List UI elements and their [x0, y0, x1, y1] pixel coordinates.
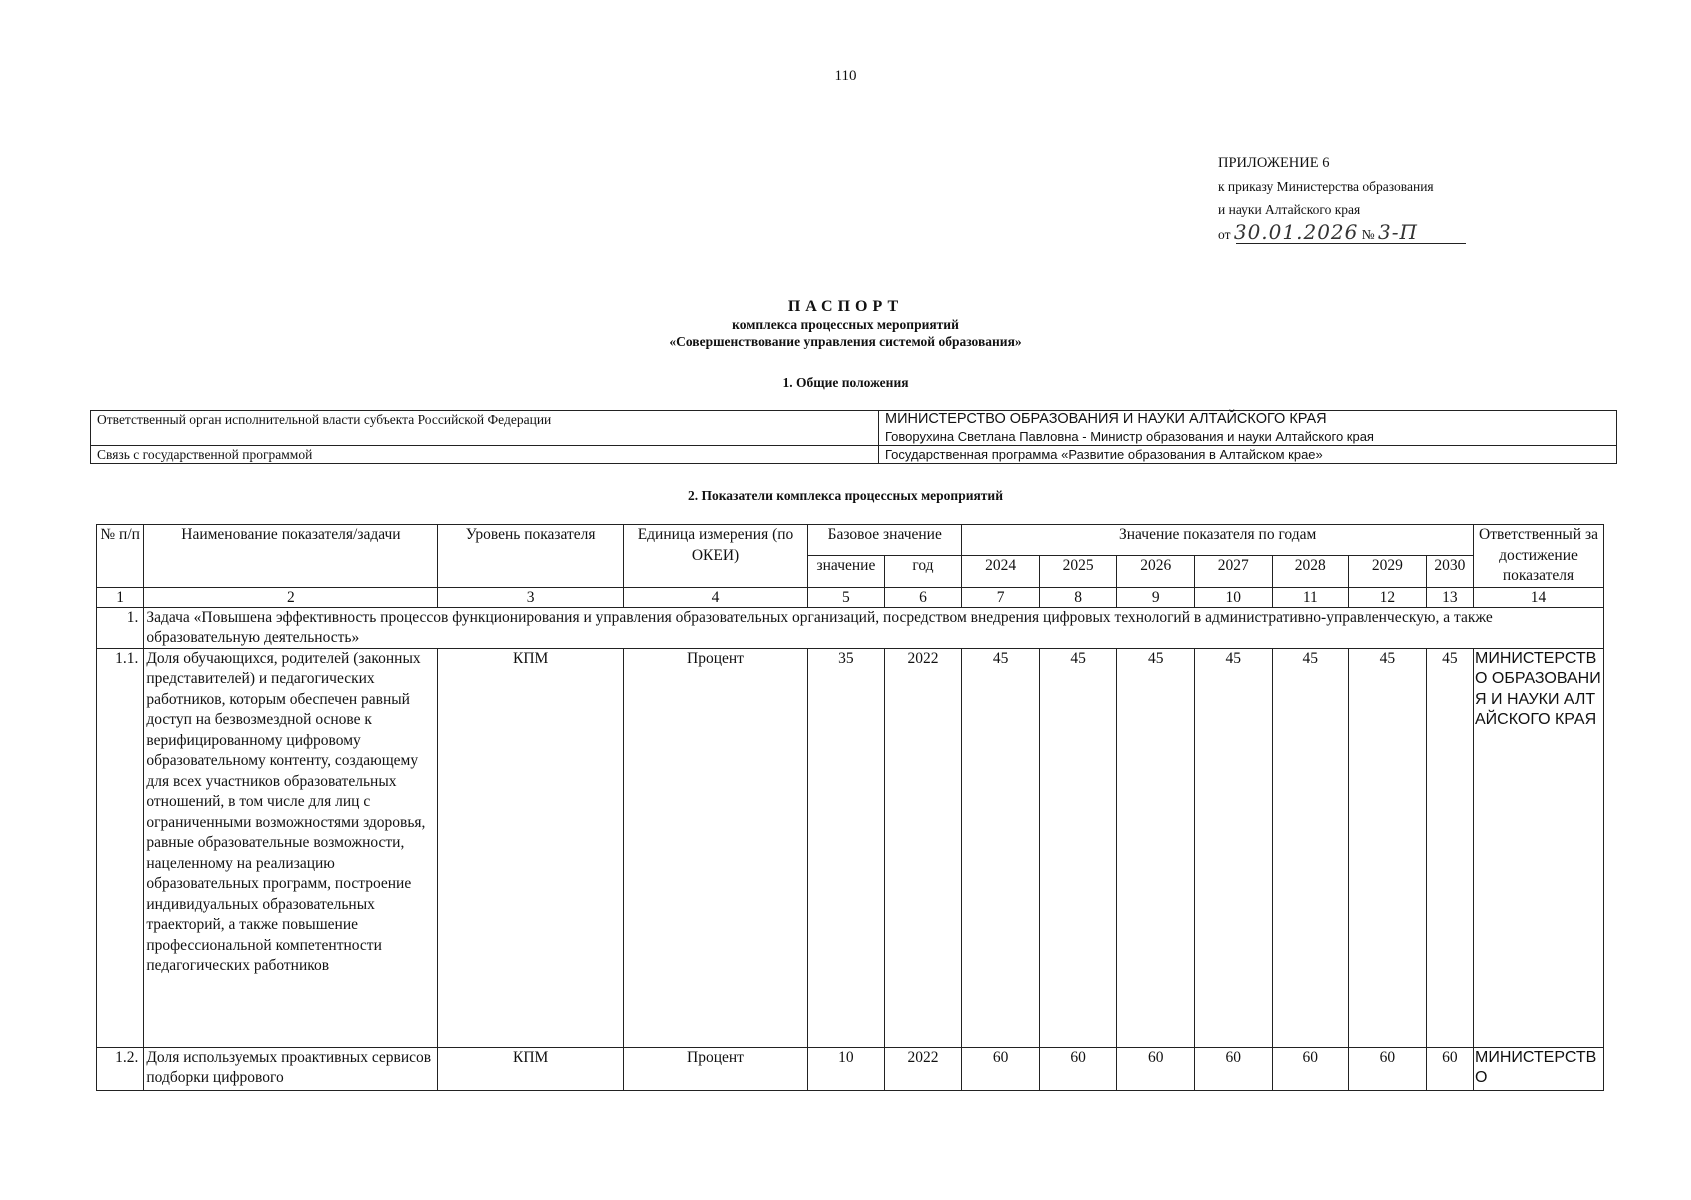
column-number: 5	[808, 587, 885, 607]
header-level: Уровень показателя	[438, 525, 623, 588]
indicator-level: КПМ	[438, 648, 623, 1047]
header-year: 2027	[1194, 556, 1272, 587]
header-year: 2026	[1117, 556, 1195, 587]
column-number: 13	[1426, 587, 1473, 607]
general-label: Ответственный орган исполнительной власти субъекта Российской Федерации	[91, 411, 879, 446]
general-value	[879, 411, 1617, 446]
order-date-line	[1218, 221, 1466, 246]
column-number-row	[97, 587, 1604, 607]
header-year: 2025	[1039, 556, 1117, 587]
responsible-cell: МИНИСТЕРСТВО ОБРАЗОВАНИЯ И НАУКИ АЛТАЙСКОГО КРАЯ	[1474, 648, 1604, 1047]
column-number: 11	[1272, 587, 1349, 607]
order-number-handwritten: 3-П	[1378, 220, 1418, 244]
table-row	[97, 1047, 1604, 1090]
order-number-label: №	[1361, 227, 1375, 242]
indicator-unit: Процент	[623, 1047, 807, 1090]
header-year: 2028	[1272, 556, 1349, 587]
document-heading	[0, 298, 1691, 350]
header-base-value: значение	[808, 556, 885, 587]
year-value: 45	[1349, 648, 1427, 1047]
column-number: 1	[97, 587, 144, 607]
column-number: 3	[438, 587, 623, 607]
page-number: 110	[834, 68, 857, 84]
table-row	[97, 648, 1604, 1047]
year-value: 60	[1272, 1047, 1349, 1090]
year-value: 60	[962, 1047, 1040, 1090]
column-number: 8	[1039, 587, 1117, 607]
year-value: 45	[1117, 648, 1195, 1047]
header-base: Базовое значение	[808, 525, 962, 556]
row-no: 1.1.	[97, 648, 144, 1047]
appendix-line-1: к приказу Министерства образования	[1218, 179, 1434, 194]
indicator-level: КПМ	[438, 1047, 623, 1090]
header-year: 2024	[962, 556, 1040, 587]
task-text: Задача «Повышена эффективность процессов функционирования и управления образовательных организаций, посредством внедрения цифровых технологий в административно-управленческую, а также образовательную деятельность»	[144, 607, 1604, 648]
year-value: 60	[1117, 1047, 1195, 1090]
passport-title: ПАСПОРТ	[787, 298, 904, 315]
responsible-cell: МИНИСТЕРСТВО	[1474, 1047, 1604, 1090]
general-provisions-table	[90, 410, 1617, 464]
base-year: 2022	[884, 1047, 962, 1090]
column-number: 10	[1194, 587, 1272, 607]
year-value: 45	[962, 648, 1040, 1047]
passport-subtitle-1: комплекса процессных мероприятий	[732, 317, 959, 332]
column-number: 12	[1349, 587, 1427, 607]
year-value: 45	[1194, 648, 1272, 1047]
section-2-title: 2. Показатели комплекса процессных мероприятий	[687, 488, 1003, 503]
indicator-name: Доля используемых проактивных сервисов подборки цифрового	[144, 1047, 438, 1090]
header-name: Наименование показателя/задачи	[144, 525, 438, 588]
header-responsible: Ответственный за достижение показателя	[1474, 525, 1604, 588]
year-value: 60	[1039, 1047, 1117, 1090]
order-date-handwritten: 30.01.2026	[1233, 220, 1359, 244]
base-year: 2022	[884, 648, 962, 1047]
passport-subtitle-2: «Совершенствование управления системой образования»	[669, 334, 1022, 349]
column-number: 2	[144, 587, 438, 607]
year-value: 45	[1426, 648, 1473, 1047]
responsible-body: МИНИСТЕРСТВО ОБРАЗОВАНИЯ И НАУКИ АЛТАЙСКОГО КРАЯ	[885, 411, 1327, 427]
general-value: Государственная программа «Развитие образования в Алтайском крае»	[879, 446, 1617, 464]
indicator-name: Доля обучающихся, родителей (законных представителей) и педагогических работников, которым обеспечен равный доступ на безвозмездной основе к верифицированному цифровому образовательному контенту, создающему для всех участников образовательных отношений, в том числе для лиц с ограниченными возможностями здоровья, равные образовательные возможности, нацеленному на реализацию образовательных программ, построение индивидуальных образовательных траекторий, а также повышение профессиональной компетентности педагогических работников	[144, 648, 438, 1047]
header-base-year: год	[884, 556, 962, 587]
row-no: 1.2.	[97, 1047, 144, 1090]
appendix-title: ПРИЛОЖЕНИЕ 6	[1218, 155, 1330, 171]
column-number: 9	[1117, 587, 1195, 607]
column-number: 14	[1474, 587, 1604, 607]
order-date-prefix: от	[1218, 227, 1231, 242]
task-no: 1.	[97, 607, 144, 648]
table-row	[91, 411, 1617, 446]
section-1-title: 1. Общие положения	[782, 375, 909, 390]
responsible-person: Говорухина Светлана Павловна - Министр образования и науки Алтайского края	[885, 429, 1374, 444]
header-year: 2029	[1349, 556, 1427, 587]
year-value: 60	[1349, 1047, 1427, 1090]
header-no: № п/п	[97, 525, 144, 588]
year-value: 45	[1272, 648, 1349, 1047]
base-value: 10	[808, 1047, 885, 1090]
year-value: 60	[1426, 1047, 1473, 1090]
appendix-line-2: и науки Алтайского края	[1218, 202, 1361, 217]
indicator-unit: Процент	[623, 648, 807, 1047]
indicators-table	[96, 524, 1604, 1091]
column-number: 6	[884, 587, 962, 607]
column-number: 7	[962, 587, 1040, 607]
task-row	[97, 607, 1604, 648]
header-years-group: Значение показателя по годам	[962, 525, 1474, 556]
year-value: 60	[1194, 1047, 1272, 1090]
base-value: 35	[808, 648, 885, 1047]
header-year: 2030	[1426, 556, 1473, 587]
header-unit: Единица измерения (по ОКЕИ)	[623, 525, 807, 588]
year-value: 45	[1039, 648, 1117, 1047]
table-row	[91, 446, 1617, 464]
signature-underline	[1236, 243, 1466, 244]
appendix-block	[1218, 152, 1466, 246]
general-label: Связь с государственной программой	[91, 446, 879, 464]
column-number: 4	[623, 587, 807, 607]
header-row-1	[97, 525, 1604, 556]
